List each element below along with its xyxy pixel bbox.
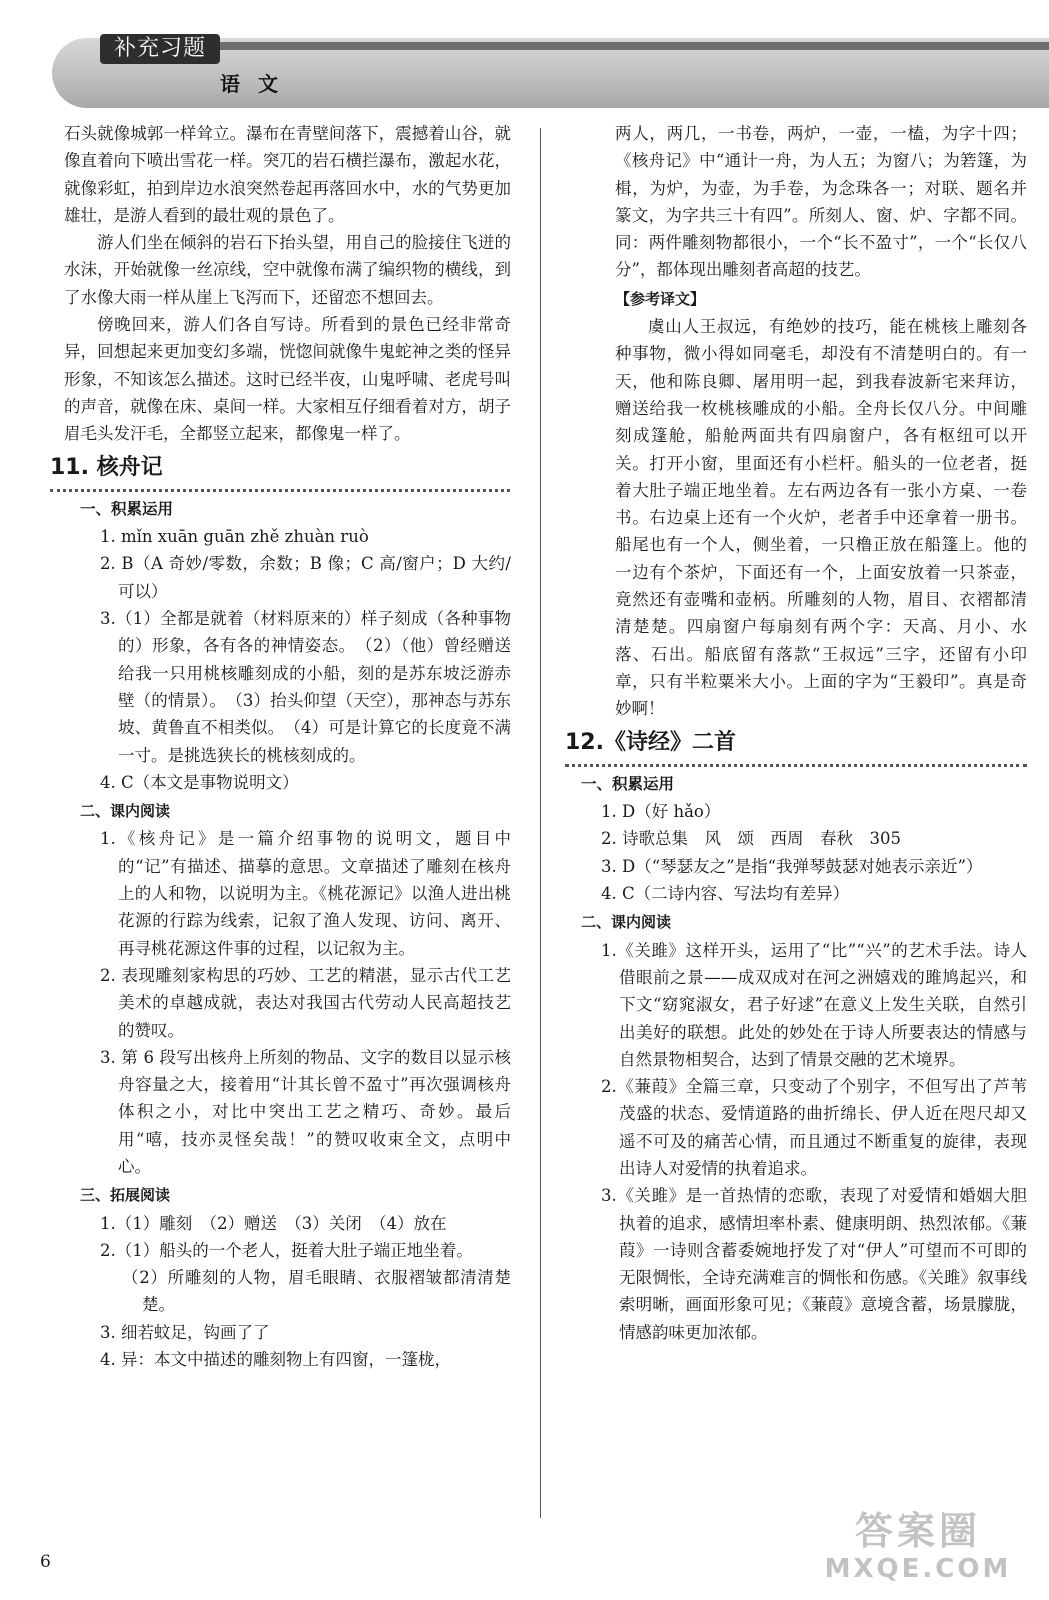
s11-part2-title: 二、课内阅读	[80, 802, 171, 821]
section-12-title: 12.《诗经》二首	[565, 729, 1027, 767]
s11-part3-item-1: 1.（1）雕刻 （2）赠送 （3）关闭 （4）放在	[100, 1213, 447, 1233]
right-column	[565, 120, 1027, 1346]
s12-part2-item-1: 1.《关雎》这样开头，运用了“比”“兴”的艺术手法。诗人借眼前之景——成双成对在河之洲嬉戏的雎鸠起兴，和下文“窈窕淑女，君子好逑”在意义上发生关联，自然引出美好的联想。此处的妙处在于诗人所要表达的情感与自然景物相契合，达到了情景交融的艺术境界。	[601, 940, 1027, 1069]
s12-part1-item-3: 3. D（“琴瑟友之”是指“我弹琴鼓瑟对她表示亲近”）	[601, 856, 983, 876]
left-column	[50, 120, 511, 1373]
intro-paragraph-3: 傍晚回来，游人们各自写诗。所看到的景色已经非常奇异，回想起来更加变幻多端，恍惚间就像牛鬼蛇神之类的怪异形象，不知该怎么描述。这时已经半夜，山鬼呼啸、老虎号叫的声音，就像在床、桌间一样。大家相互仔细看着对方，胡子眉毛头发汗毛，全都竖立起来，都像鬼一样了。	[64, 315, 511, 444]
reference-translation-text: 虞山人王叔远，有绝妙的技巧，能在桃核上雕刻各种事物，微小得如同毫毛，却没有不清楚明白的。有一天，他和陈良卿、屠用明一起，到我春波新宅来拜访，赠送给我一枚桃核雕成的小船。全舟长仅八分。中间雕刻成篷舱，船舱两面共有四扇窗户，各有枢纽可以开关。打开小窗，里面还有小栏杆。船头的一位老者，挺着大肚子端正地坐着。左右两边各有一张小方桌、一卷书。右边桌上还有一个火炉，老者手中还拿着一册书。船尾也有一个人，侧坐着，一只橹正放在船篷上。他的一边有个茶炉，下面还有一个，上面安放着一只茶壶，竟然还有壶嘴和壶柄。所雕刻的人物，眉目、衣褶都清清楚楚。四扇窗户每扇刻有两个字：天高、月小、水落、石出。船底留有落款“王叔远”三字，还留有小印章，只有半粒粟米大小。上面的字为“王毅印”。真是奇妙啊！	[615, 317, 1027, 719]
s11-part1-title: 一、积累运用	[80, 499, 174, 518]
reference-translation-title: 【参考译文】	[615, 289, 706, 308]
intro-paragraph-1: 石头就像城郭一样耸立。瀑布在青壁间落下，震撼着山谷，就像直着向下喷出雪花一样。突兀的岩石横拦瀑布，激起水花，就像彩虹，拍到岸边水浪突然卷起再落回水中，水的气势更加雄壮，是游人看到的最壮观的景色了。	[64, 124, 511, 225]
s12-part2-item-3: 3.《关雎》是一首热情的恋歌，表现了对爱情和婚姻大胆执着的追求，感情坦率朴素、健康明朗、热烈浓郁。《蒹葭》一诗则含蓄委婉地抒发了对“伊人”可望而不可即的无限惆怅，全诗充满难言的惆怅和伤感。《关雎》叙事线索明晰，画面形象可见；《蒹葭》意境含蓄，场景朦胧，情感韵味更加浓郁。	[601, 1186, 1027, 1342]
s12-part2-item-2: 2.《蒹葭》全篇三章，只变动了个别字，不但写出了芦苇茂盛的状态、爱情道路的曲折绵长、伊人近在咫尺却又遥不可及的痛苦心情，而且通过不断重复的旋律，表现出诗人对爱情的执着追求。	[601, 1077, 1027, 1178]
s11-part3-item-4: 4. 异：本文中描述的雕刻物上有四窗，一篷栊，	[100, 1350, 451, 1370]
subject-title: 语文	[220, 72, 296, 96]
s12-part1-item-2: 2. 诗歌总集 风 颂 西周 春秋 305	[601, 829, 901, 849]
page-number: 6	[40, 1552, 51, 1572]
s12-part1-item-4: 4. C（二诗内容、写法均有差异）	[601, 884, 850, 904]
s11-part3-item-3: 3. 细若蚊足，钩画了了	[100, 1322, 270, 1342]
s11-part2-item-2: 2. 表现雕刻家构思的巧妙、工艺的精湛，显示古代工艺美术的卓越成就，表达对我国古代劳动人民高超技艺的赞叹。	[100, 965, 511, 1040]
s12-part1-title: 一、积累运用	[581, 774, 675, 793]
series-badge: 补充习题	[100, 34, 220, 64]
s12-part2-title: 二、课内阅读	[581, 913, 672, 932]
continued-answer: 两人，两几，一书卷，两炉，一壶，一榼，为字十四；《核舟记》中“通计一舟，为人五；为窗八；为箬篷，为楫，为炉，为壶，为手卷，为念珠各一；对联、题名并篆文，为字共三十有四”。所刻人、窗、炉、字都不同。同：两件雕刻物都很小，一个“长不盈寸”，一个“长仅八分”，都体现出雕刻者高超的技艺。	[615, 124, 1027, 280]
s11-part1-item-4: 4. C（本文是事物说明文）	[100, 772, 299, 792]
s11-part3-title: 三、拓展阅读	[80, 1186, 171, 1205]
s12-part1-item-1: 1. D（好 hǎo）	[601, 802, 721, 822]
header-strip	[217, 42, 1049, 50]
watermark-url: MXQE.COM	[824, 1554, 1012, 1584]
site-watermark	[803, 1508, 1033, 1590]
watermark-logo-text: 答案圈	[854, 1509, 981, 1553]
s11-part1-item-2: 2. B（A 奇妙/零数，余数；B 像；C 高/窗户；D 大约/可以）	[100, 554, 511, 601]
column-divider	[540, 128, 541, 1518]
page-header	[52, 38, 1049, 108]
section-11-title: 11. 核舟记	[50, 454, 510, 492]
s11-part2-item-1: 1.《核舟记》是一篇介绍事物的说明文，题目中的“记”有描述、描摹的意思。文章描述了雕刻在核舟上的人和物，以说明为主。《桃花源记》以渔人进出桃花源的行踪为线索，记叙了渔人发现、访问、离开、再寻桃花源这件事的过程，以记叙为主。	[100, 829, 511, 958]
s11-part1-item-1: 1. mǐn xuān guān zhě zhuàn ruò	[100, 527, 369, 547]
s11-part3-subitem: （2）所雕刻的人物，眉毛眼睛、衣服褶皱都清清楚楚。	[122, 1268, 511, 1315]
s11-part1-item-3: 3.（1）全都是就着（材料原来的）样子刻成（各种事物的）形象，各有各的神情姿态。 （2）（他）曾经赠送给我一只用桃核雕刻成的小船，刻的是苏东坡泛游赤壁（的情景）。 （3）抬头仰望（天空），那神态与苏东坡、黄鲁直不相类似。 （4）可是计算它的长度竟不满一寸。是挑选狭长的桃核刻成的。	[100, 609, 511, 765]
s11-part3-item-2: 2.（1）船头的一个老人，挺着大肚子端正地坐着。	[100, 1240, 473, 1260]
intro-paragraph-2: 游人们坐在倾斜的岩石下抬头望，用自己的脸接住飞迸的水沫，开始就像一丝凉线，空中就像布满了编织物的横线，到了水像大雨一样从崖上飞泻而下，还留恋不想回去。	[64, 233, 511, 307]
s11-part2-item-3: 3. 第 6 段写出核舟上所刻的物品、文字的数目以显示核舟容量之大，接着用“计其长曾不盈寸”再次强调核舟体积之小，对比中突出工艺之精巧、奇妙。最后用“嘻，技亦灵怪矣哉！”的赞叹收束全文，点明中心。	[100, 1047, 511, 1176]
